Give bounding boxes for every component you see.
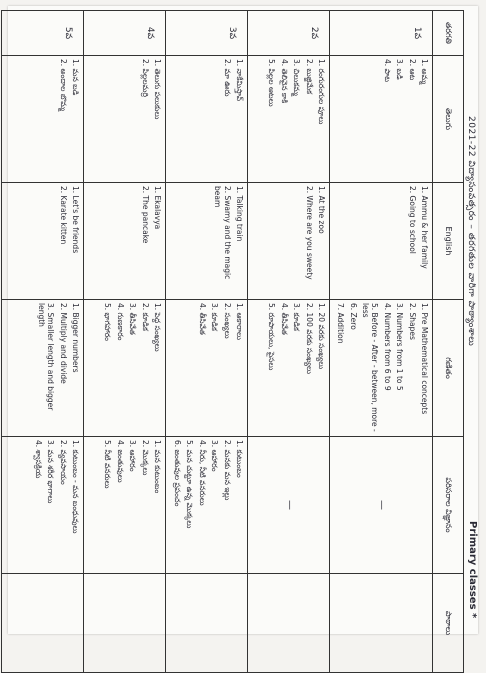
lesson-item: 2. Where are you sweety <box>304 186 314 280</box>
lesson-item: 7. Addition <box>336 303 346 344</box>
lesson-item: 2. Going to school <box>407 186 417 254</box>
lesson-item: 2. ఆట <box>407 59 417 81</box>
cell-subhead <box>84 574 166 673</box>
lesson-item: 1. మన బడి <box>71 59 80 96</box>
row-class-label: 4వ <box>84 11 166 56</box>
cell-evs <box>84 437 166 574</box>
cell-maths <box>166 300 248 437</box>
lesson-item: 1. Pre Mathematical concepts <box>420 303 429 415</box>
cell-subhead <box>166 574 248 673</box>
cell-telugu <box>2 56 84 183</box>
lesson-item: 2. మా ఊరు <box>222 59 232 97</box>
lesson-item: 4. పాట <box>382 59 392 83</box>
cell-maths <box>84 300 166 437</box>
lesson-list <box>267 303 326 433</box>
row-class-label: 3వ <box>166 11 248 56</box>
cell-english <box>2 183 84 300</box>
cell-telugu <box>84 56 166 183</box>
lesson-item: 2. Multiply and divide <box>58 303 68 384</box>
sheet-title: 2021-22 విద్యాసంవత్సరం – తరగతుల వారీగా పాఠ్యాంశాలు <box>466 116 476 347</box>
cell-maths <box>330 300 433 437</box>
lesson-item: 4. గుణకారం <box>115 303 125 341</box>
lesson-item: 2. Swamy and the magic beam <box>213 186 232 280</box>
lesson-item: 2. వ్యవసాయం <box>58 440 68 485</box>
table-row <box>84 11 166 673</box>
lesson-item: 3. బడి <box>395 59 405 80</box>
lesson-list <box>173 440 244 570</box>
lesson-item: 1. కుటుంబం <box>235 440 244 478</box>
lesson-item: 3. ఆహారం <box>128 440 138 472</box>
lesson-list <box>103 303 162 433</box>
lesson-item: 5. మన చుట్టూ ఉన్న మొక్కలు <box>185 440 195 529</box>
lesson-item: 3. మన శరీర భాగాలు <box>46 440 56 504</box>
lesson-item: 2. అందాల బొమ్మ <box>58 59 68 111</box>
lesson-item: 1. At the zoo <box>317 186 326 234</box>
table-row <box>248 11 330 673</box>
lesson-item: 2. కూడిక <box>140 303 150 331</box>
lesson-item: 5. నీటి వనరులు <box>103 440 113 489</box>
cell-telugu <box>330 56 433 183</box>
lesson-item: 1. 20 వరకు సంఖ్యలు <box>317 303 326 370</box>
syllabus-table <box>1 10 464 673</box>
lesson-list <box>383 59 430 179</box>
cell-subhead <box>330 574 433 673</box>
col-evs: పరిసరాల విజ్ఞానం <box>433 437 464 574</box>
cell-subhead <box>2 574 84 673</box>
cell-maths <box>2 300 84 437</box>
lesson-item: 4. తీసివేత <box>197 303 207 335</box>
col-telugu: తెలుగు <box>433 56 464 183</box>
lesson-list <box>222 59 244 179</box>
lesson-list <box>37 303 81 433</box>
lesson-item: 3. Numbers from 1 to 5 <box>395 303 405 391</box>
lesson-item: 3. కూడిక <box>292 303 302 331</box>
lesson-list <box>103 440 162 570</box>
lesson-item: 2. మనకు మన ఇల్లు <box>222 440 232 501</box>
lesson-item: 2. 100 వరకు సంఖ్యలు <box>304 303 314 374</box>
table-header-row <box>433 11 464 673</box>
syllabus-sheet <box>8 6 478 634</box>
lesson-item: 2. The pancake <box>140 186 150 244</box>
row-class-label: 2వ <box>248 11 330 56</box>
lesson-item: 1. మన కుటుంబం <box>153 440 162 494</box>
cell-evs: — <box>330 437 433 574</box>
cell-evs: — <box>248 437 330 574</box>
lesson-item: 1. Ammu & her family <box>420 186 429 269</box>
cell-english <box>166 183 248 300</box>
lesson-list <box>140 59 162 179</box>
lesson-item: 6. Zero <box>348 303 358 330</box>
lesson-item: 4. శ్వాసక్రియ <box>33 440 43 479</box>
lesson-list <box>336 303 429 433</box>
lesson-item: 4. జంతువులు <box>115 440 125 483</box>
cell-evs <box>166 437 248 574</box>
lesson-item: 6. జంతువుల ప్రపంచం <box>173 440 183 507</box>
lesson-item: 1. పెద్ద సంఖ్యలు <box>153 303 162 352</box>
col-subhead: పాఠాలు <box>433 574 464 673</box>
lesson-item: 5. పిల్లల ఆటలు <box>267 59 277 107</box>
cell-subhead <box>248 574 330 673</box>
lesson-item: 4. తెలివైన కాకి <box>279 59 289 104</box>
cell-english <box>248 183 330 300</box>
sheet-tag: Primary classes * <box>467 521 478 619</box>
lesson-item: 2. మొక్కలు <box>140 440 150 476</box>
table-row <box>330 11 433 673</box>
lesson-item: 3. కూడిక <box>210 303 220 331</box>
lesson-list <box>198 303 245 433</box>
lesson-item: 1. ఆకారాలు <box>235 303 244 340</box>
lesson-item: 1. కుటుంబం - మన బంధువులు <box>71 440 80 534</box>
lesson-item: 5. Before - After - between, more - less <box>361 303 380 432</box>
document-page <box>8 6 478 634</box>
lesson-item: 2. Shapes <box>407 303 417 340</box>
lesson-item: 1. తెలుగు పలుకులు <box>153 59 162 120</box>
cell-english <box>330 183 433 300</box>
lesson-list <box>140 186 162 296</box>
lesson-item: 5. రూపాయలు, పైసలు <box>267 303 277 371</box>
cell-telugu <box>248 56 330 183</box>
lesson-item: 2. Karate kitten <box>58 186 68 245</box>
lesson-item: 3. Smaller length and bigger length <box>36 303 56 411</box>
lesson-item: 3. చిలుకమ్మ <box>292 59 302 96</box>
lesson-item: 4. తీసివేత <box>279 303 289 335</box>
lesson-list <box>58 59 80 179</box>
lesson-list <box>58 186 80 296</box>
lesson-item: 2. సంఖ్యలు <box>222 303 232 339</box>
lesson-item: 1. అమ్మ <box>420 59 429 85</box>
lesson-item: 3. ఆహారం <box>210 440 220 472</box>
lesson-item: 3. తీసివేత <box>128 303 138 335</box>
lesson-item: 1. Bigger numbers <box>71 303 80 373</box>
col-class: తరగతి <box>433 11 464 56</box>
lesson-item: 2. పిల్లలమర్రి <box>140 59 150 97</box>
lesson-item: 4. నీరు, నీటి వనరులు <box>197 440 207 506</box>
table-row <box>166 11 248 673</box>
row-class-label: 5వ <box>2 11 84 56</box>
lesson-list <box>213 186 244 296</box>
col-maths: గణితం <box>433 300 464 437</box>
lesson-item: 1. Talking train <box>235 186 244 242</box>
col-english: English <box>433 183 464 300</box>
lesson-item: 4. Numbers from 6 to 9 <box>382 303 392 391</box>
cell-telugu <box>166 56 248 183</box>
lesson-list <box>267 59 326 179</box>
cell-maths <box>248 300 330 437</box>
lesson-item: 1. రంగురంగుల పూలు <box>317 59 326 125</box>
lesson-item: 1. Let's be friends <box>71 186 80 254</box>
lesson-list <box>304 186 326 296</box>
lesson-list <box>407 186 429 296</box>
row-class-label: 1వ <box>330 11 433 56</box>
lesson-item: 5. భాగహారం <box>103 303 113 341</box>
lesson-list <box>34 440 81 570</box>
lesson-item: 1. నాకేమిస్తావ్ <box>235 59 244 102</box>
cell-english <box>84 183 166 300</box>
cell-evs <box>2 437 84 574</box>
lesson-item: 1. Ekalavya <box>153 186 162 230</box>
lesson-item: 2. బుజ్జిమేక <box>304 59 314 95</box>
table-row <box>2 11 84 673</box>
